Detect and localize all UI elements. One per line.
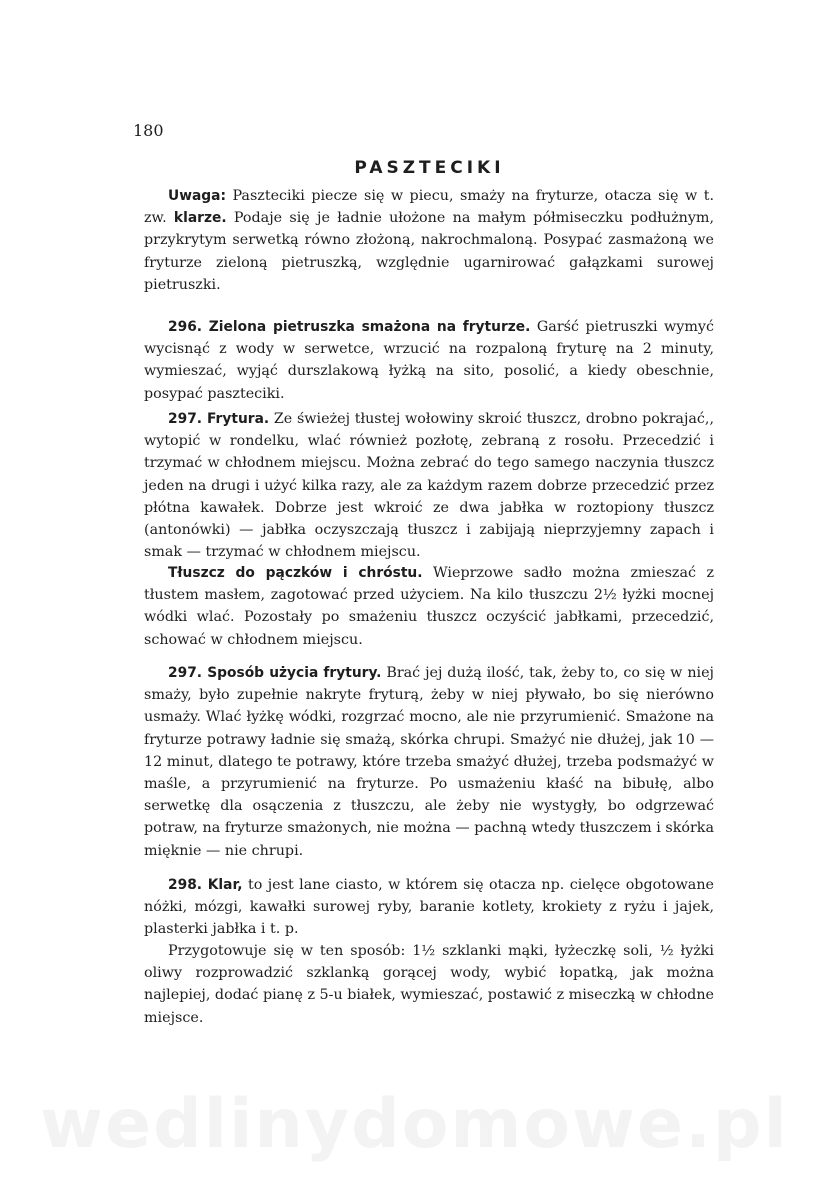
- recipe-297-usage-title: 297. Sposób użycia frytury.: [168, 665, 382, 681]
- recipe-297-usage-text: Brać jej dużą ilość, tak, żeby to, co się w niej smaży, było zupełnie nakryte fryturą, żeby w niej pływało, bo się nierówno usmaży. Wlać łyżkę wódki, rozgrzać mocno, ale nie przyrumienić. Smażone na fryturze potrawy ładnie się smażą, skórka chrupi. Smażyć nie dłużej, jak 10 — 12 minut, dlatego te potrawy, które trzeba smażyć dłużej, trzeba podsmażyć w maśle, a przyrumienić na fryturze. Po usmażeniu kłaść na bibułę, albo serwetkę dla osączenia z tłuszczu, ale żeby nie wystygły, bo odgrzewać potraw, na fryturze smażonych, nie można — pachną wtedy tłuszczem i skórka mięknie — nie chrupi.: [144, 665, 714, 859]
- recipe-298: [144, 874, 714, 941]
- recipe-296-title: 296. Zielona pietruszka smażona na fryturze.: [168, 319, 531, 335]
- recipe-298-title: 298. Klar,: [168, 877, 243, 893]
- fat-text: Wieprzowe sadło można zmieszać z tłustem masłem, zagotować przed użyciem. Na kilo tłuszczu 2½ łyżki mocnej wódki wlać. Pozostały po smażeniu tłuszcz oczyścić jabłkami, przecedzić, schować w chłodnem miejscu.: [144, 565, 714, 648]
- note-text-2: Podaje się je ładnie ułożone na małym półmiseczku podłużnym, przykrytym serwetką równo złożoną, nakrochmaloną. Posypać zasmażoną we fryturze zieloną pietruszką, względnie ugarnirować gałązkami surowej pietruszki.: [144, 210, 714, 293]
- recipe-297-frytura: [144, 408, 714, 563]
- page-title: PASZTECIKI: [354, 158, 505, 178]
- recipe-297-usage: [144, 662, 714, 862]
- note-text-1: Paszteciki piecze się w piecu, smaży na fryturze, otacza się w t. zw.: [144, 188, 714, 227]
- recipe-296: [144, 316, 714, 405]
- note-paragraph: [144, 185, 714, 296]
- recipe-297-frytura-title: 297. Frytura.: [168, 411, 270, 427]
- recipe-296-text: Garść pietruszki wymyć wycisnąć z wody w serwetce, wrzucić na rozpaloną fryturę na 2 minuty, wymieszać, wyjąć durszlakową łyżką na sito, posolić, a kiedy obeschnie, posypać paszteciki.: [144, 319, 714, 402]
- preparation-paragraph: Przygotowuje się w ten sposób: 1½ szklanki mąki, łyżeczkę soli, ½ łyżki oliwy rozprowadzić szklanką gorącej wody, wybić łopatką, jak można najlepiej, dodać pianę z 5-u białek, wymieszać, postawić z miseczką w chłodne miejsce.: [144, 943, 714, 1026]
- watermark: wedlinydomowe.pl: [40, 1085, 789, 1164]
- fat-paragraph: [144, 562, 714, 651]
- fat-title: Tłuszcz do pączków i chróstu.: [168, 565, 423, 581]
- recipe-298-text: to jest lane ciasto, w którem się otacza np. cielęce obgotowane nóżki, mózgi, kawałki surowej ryby, baranie kotlety, krokiety z ryżu i jajek, plasterki jabłka i t. p.: [144, 877, 714, 938]
- page-number: 180: [133, 121, 164, 140]
- note-emphasis: klarze.: [173, 210, 227, 227]
- note-lead: Uwaga:: [168, 188, 226, 204]
- recipe-297-frytura-text: Ze świeżej tłustej wołowiny skroić tłuszcz, drobno pokrajać,, wytopić w rondelku, wlać również pozłotę, zebraną z rosołu. Przecedzić i trzymać w chłodnem miejscu. Można zebrać do tego samego naczynia tłuszcz jeden na drugi i użyć kilka razy, ale za każdym razem dobrze przecedzić przez płótna kawałek. Dobrze jest wkroić ze dwa jabłka w roztopiony tłuszcz (antonówki) — jabłka oczyszczają tłuszcz i zabijają nieprzyjemny zapach i smak — trzymać w chłodnem miejscu.: [144, 411, 714, 561]
